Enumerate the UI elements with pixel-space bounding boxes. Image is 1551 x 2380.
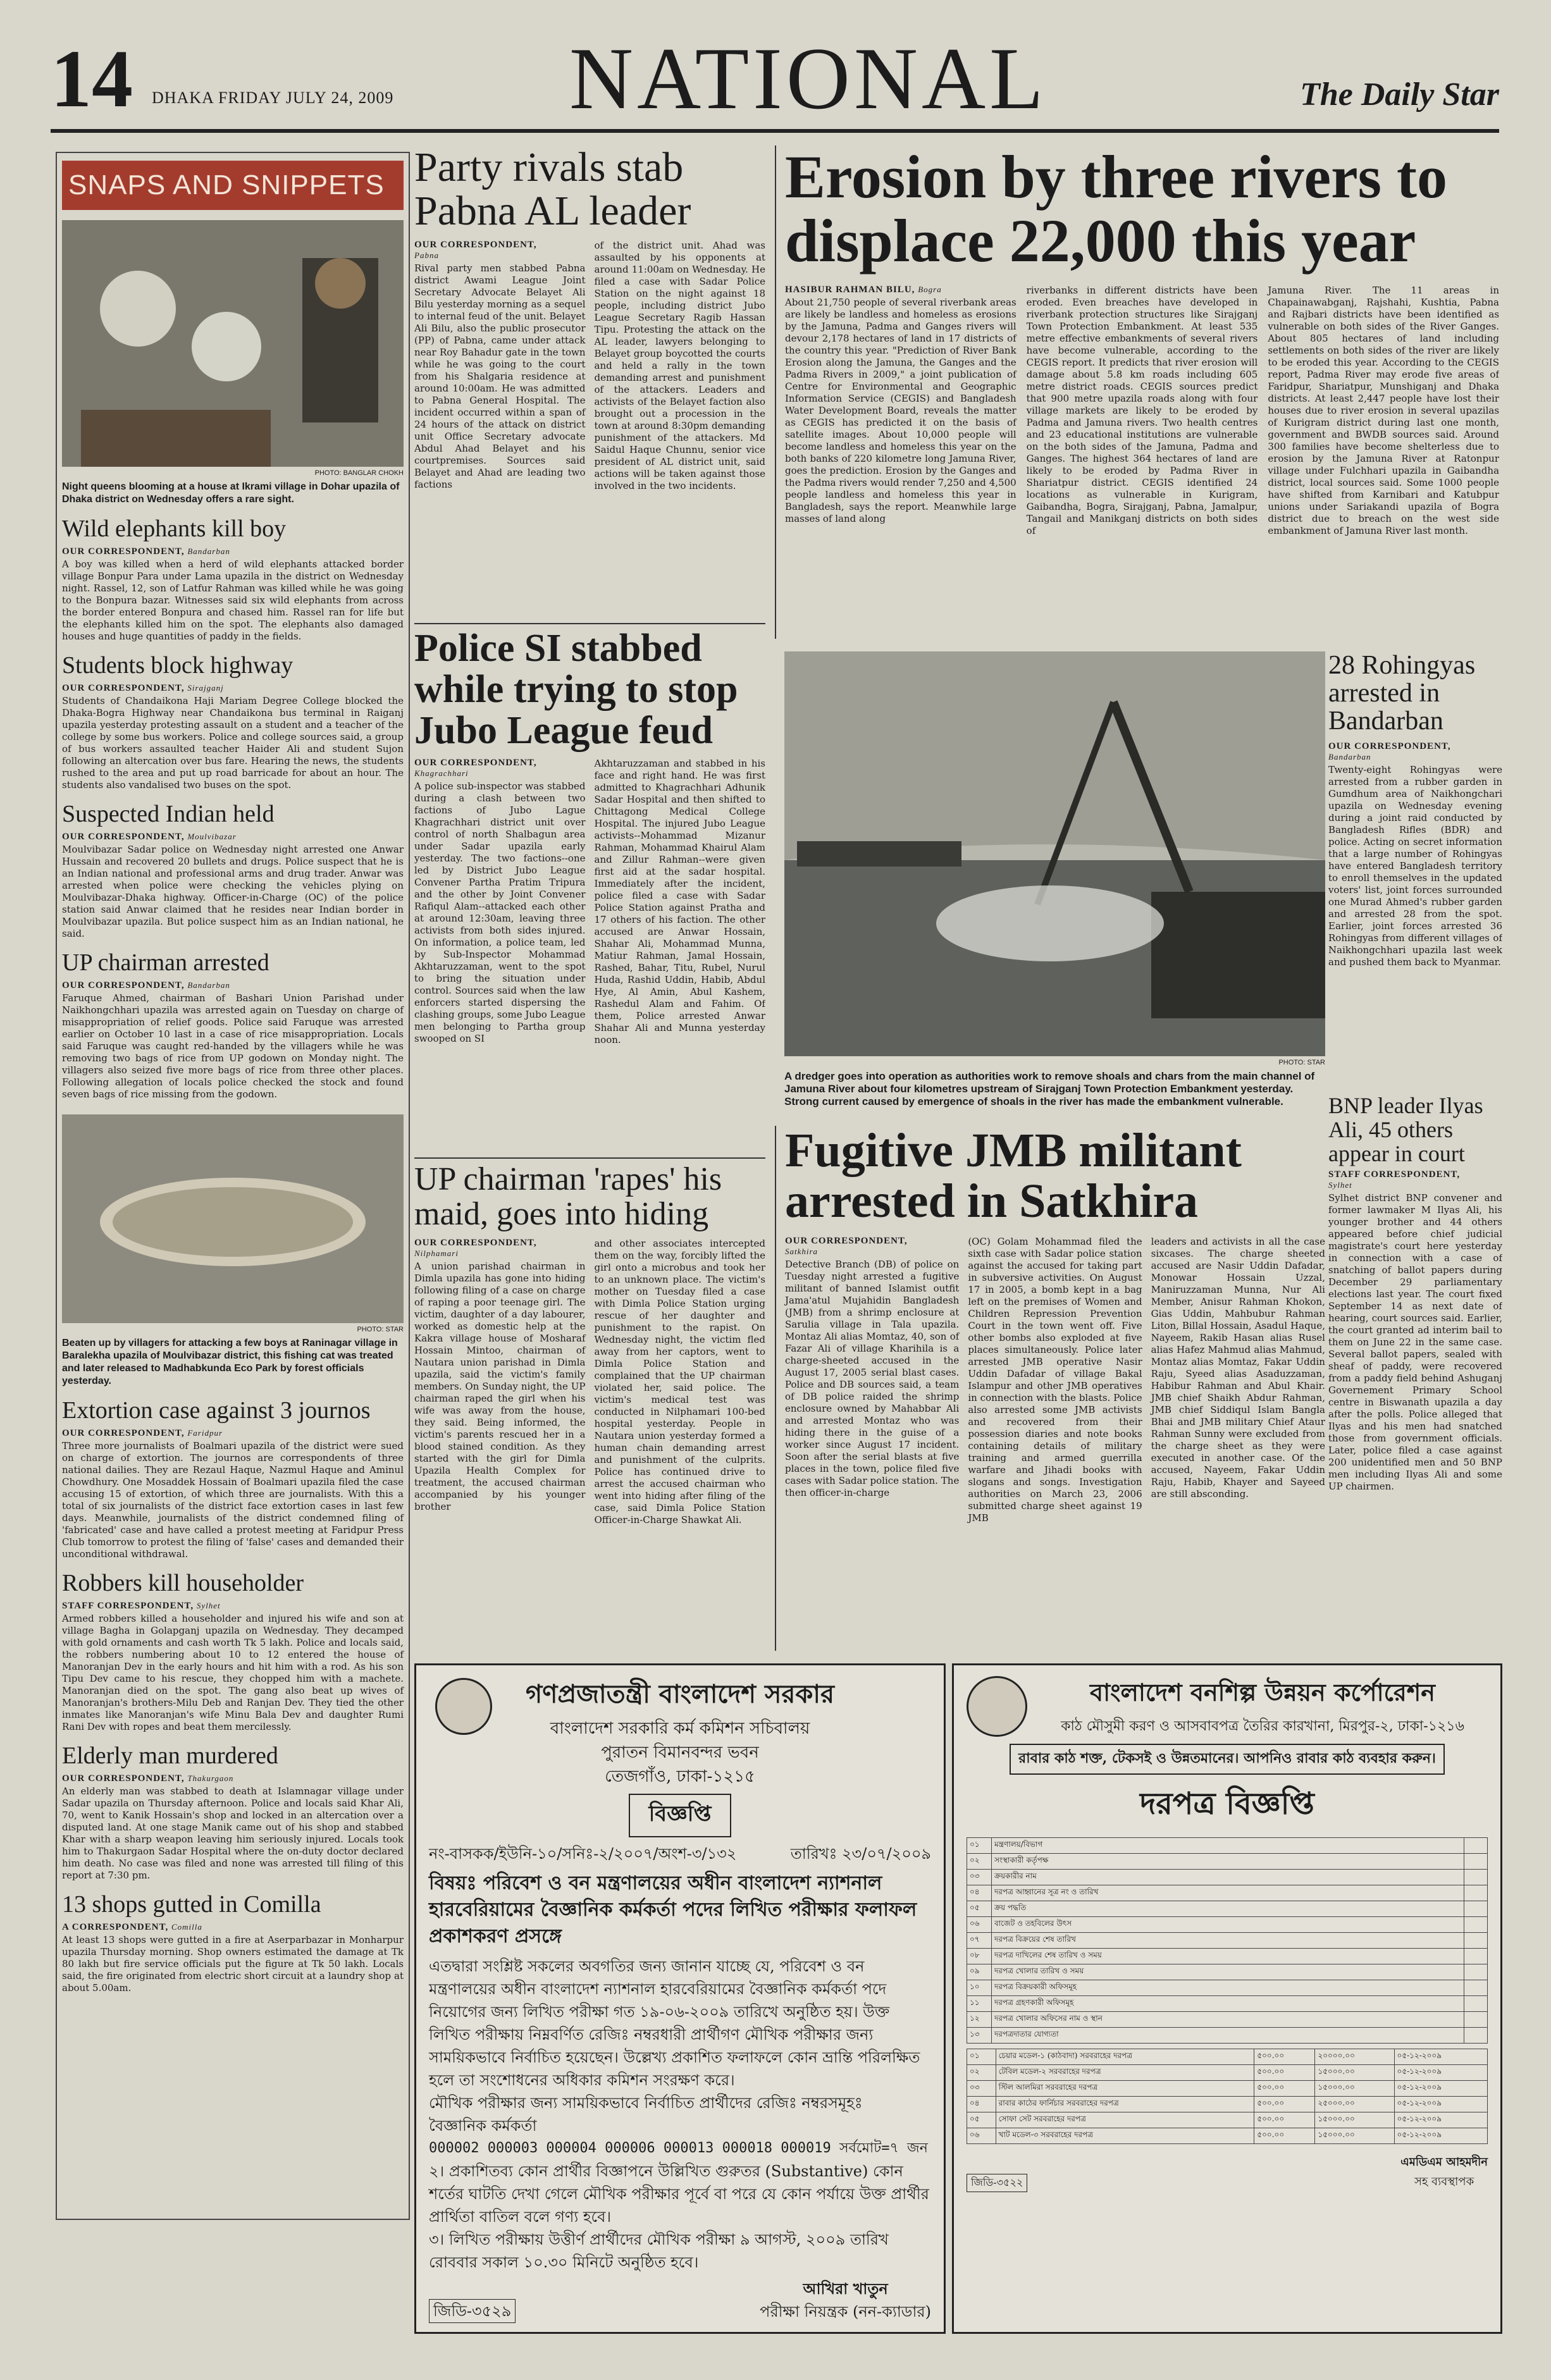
notice-subject: বিষয়ঃ পরিবেশ ও বন মন্ত্রণালয়ের অধীন বাংলাদেশ ন্যাশনাল হারবেরিয়ামের বৈজ্ঞানিক কর্মকর্তা পদের লিখিত পরীক্ষার ফলাফল প্রকাশকরণ প্রসঙ্গে — [429, 1872, 917, 1947]
psc-notice-advertisement — [414, 1663, 946, 2334]
article-body: About 21,750 people of several riverbank areas are likely be landless and homeless as erosions by the Jamuna, Padma and Ganges rivers will devour 2,178 hectares of land in 17 districts of the country this year. "Prediction of River Bank Erosion along the Jamuna, the Ganges and the Padma Rivers in 2009," a joint publication of Centre for Environmental and Geographic Information Service (CEGIS) and Bangladesh Water Development Board, reveals the matter as CEGIS has predicted it on the basis of satellite images. About 10,000 people will become landless and homeless this year on the both banks of 220 kilometre long Jamuna River, goes the prediction. Erosion by the Ganges and the Padma rivers would render 7,250 and 4,500 people landless and homeless this year in Bangladesh, says the report. Meanwhile large masses of land along — [785, 296, 1016, 524]
byline: OUR CORRESPONDENT, Khagrachhari — [414, 758, 537, 779]
section-title: NATIONAL — [569, 30, 1047, 128]
notice-title: দরপত্র বিজ্ঞপ্তি — [1140, 1786, 1314, 1822]
headline: BNP leader Ilyas Ali, 45 others appear in court — [1328, 1094, 1483, 1166]
notice-title: বিজ্ঞপ্তি — [629, 1794, 732, 1837]
signer-name: এমডিএম আহমদীন — [1400, 2155, 1488, 2169]
signer-title: পরীক্ষা নিয়ন্ত্রক (নন-ক্যাডার) — [760, 2303, 931, 2321]
snippet-body: A boy was killed when a herd of wild elephants attacked border village Bonpur Para under Lama upazila in the district on Wednesday night. Rassel, 12, son of Latfur Rahman was killed while he was going to the Bonpura bazar. Witnesses said six wild elephants from across the border entered Bonpura and chased him. Rassel ran for life but the elephants killed him on the spot. The elephants also damaged houses and huge quantities of paddy in the fields. — [62, 558, 404, 642]
headline: Party rivals stab Pabna AL leader — [414, 145, 691, 235]
table-row: ০৭ দরপত্র বিক্রয়ের শেষ তারিখ — [967, 1933, 1488, 1949]
ad-subheader: কাঠ মৌসুমী করণ ও আসবাবপত্র তৈরির কারখানা, মিরপুর-২, ঢাকা-১২১৬ — [1061, 1718, 1464, 1734]
headline: 28 Rohingyas arrested in Bandarban — [1328, 651, 1476, 736]
bfidc-tender-advertisement — [952, 1663, 1502, 2334]
article-body-col2: riverbanks in different districts have been eroded. Even breaches have developed in riverbank protection structures like Sirajganj Town Protection Embankment. At least 535 metre effective embankments of several rivers have become vulnerable, according to the CEGIS report. It predicts that river erosion will damage about 5.8 km roads including 605 metre district roads. CEGIS sources predict that 900 metre upazila roads along with four village markets are likely to be eroded by Padma and Jamuna rivers. Two health centres and 23 educational institutions are vulnerable on the both sides of the Jamuna, Padma and Ganges. The highest 364 hectares of land are likely to be eroded by Padma River in Shariatpur district. CEGIS identified 24 locations as vulnerable in Kurigram, Gaibandha, Bogra, Sirajganj, Pabna, Jamalpur, Tangail and Manikganj districts on both sides of — [1026, 284, 1258, 536]
snippet-body: Three more journalists of Boalmari upazila of the district were sued on charge of extortion. The journos are correspondents of three national dailies. They are Rezaul Haque, Nazmul Haque and Aminul Chowdhury. One Mosaddek Hossain of Boalmari upazila filed the case accusing 15 of extortion, of which three are journalists. With this a total of six journalists of the district face extortion cases in last few days. Meanwhile, journalists of the district condemned filing of 'fabricated' case and have called a protest meeting at Faridpur Press Club tomorrow to protest the filing of 'false' cases and demanded their unconditional withdrawal. — [62, 1440, 404, 1560]
byline: OUR CORRESPONDENT, Pabna — [414, 239, 537, 260]
snaps-and-snippets-column — [56, 152, 410, 2220]
fishing-cat-photo — [62, 1114, 404, 1323]
tender-info-table — [967, 1837, 1488, 2044]
byline: OUR CORRESPONDENT, Sirajganj — [62, 683, 224, 693]
ad-header: গণপ্রজাতন্ত্রী বাংলাদেশ সরকার — [526, 1679, 834, 1709]
photo-caption: Beaten up by villagers for attacking a few boys at Raninagar village in Baralekha upazila of Moulvibazar district, this fishing cat was treated and later released to Madhabkunda Eco Park by forest officials yesterday. — [62, 1338, 398, 1386]
table-row: ০৯ দরপত্র খোলার তারিখ ও সময় — [967, 1964, 1488, 1980]
table-row: ০১ চেয়ার মডেল-১ (কাঠবাদা) সরবরাহের দরপত্র ৫০০.০০ ২০০০০.০০ ০৫-১২-২০০৯ — [967, 2049, 1488, 2065]
headline: Erosion by three rivers to displace 22,000 this year — [785, 145, 1447, 274]
byline: OUR CORRESPONDENT, Bandarban — [1328, 741, 1451, 762]
photo-credit: PHOTO: BANGLAR CHOKH — [314, 469, 404, 477]
article-rohingya — [1328, 651, 1502, 1094]
table-row: ১৩ দরপত্রদাতার যোগ্যতা — [967, 2028, 1488, 2044]
byline: A CORRESPONDENT, Comilla — [62, 1922, 202, 1932]
snippet-body: Moulvibazar Sadar police on Wednesday night arrested one Anwar Hussain and recovered 20 bullets and drugs. Police suspect that he is an Indian national and professional arms and drug trader. Anwar was arrested when police were checking the vehicles plying on Moulvibazar-Dhaka highway. Officer-in-Charge (OC) of the police station said Anwar claimed that he resides near Indian border in Moulvibazar upazila. But police suspect him as an Indian national, he said. — [62, 844, 404, 939]
registration-numbers: 000002 000003 000004 000006 000013 000018 000019 সর্বমোট=৭ জন — [429, 2140, 928, 2156]
ad-address: পুরাতন বিমানবন্দর ভবন — [601, 1743, 759, 1762]
ad-code: জিডি-৩৫২২ — [967, 2174, 1027, 2192]
table-row: ০৮ দরপত্র দাখিলের শেষ তারিখ ও সময় — [967, 1949, 1488, 1964]
snippet-headline: UP chairman arrested — [62, 949, 269, 976]
dredger-photo — [784, 651, 1325, 1056]
byline: OUR CORRESPONDENT, Moulvibazar — [62, 832, 237, 842]
byline: OUR CORRESPONDENT, Bandarban — [62, 546, 230, 557]
article-jmb — [775, 1126, 1325, 1651]
photo-caption: A dredger goes into operation as authorities work to remove shoals and chars from the main channel of Jamuna River about four kilometres upstream of Sirajganj Town Protection Embankment yesterday. Strong current caused by emergence of shoals in the river has made the embankment vulnerable. — [784, 1070, 1315, 1107]
snippet-body: An elderly man was stabbed to death at Islamnagar village under Sadar upazila on Thursday afternoon. Police and locals said Khar Ali, 70, went to Kanik Hossain's shop and locked in an altercation over a disputed land. At one stage Manik came out of his shop and stabbed Khar with a sharp weapon leaving him seriously injured. Locals took him to Thakurgaon Sadar Hospital where the on-duty doctor declared him death. No case was filed and none was arrested till filing of this report at 7:30 pm. — [62, 1785, 404, 1881]
table-row: ০৩ ক্রয়কারীর নাম — [967, 1870, 1488, 1885]
snippet-body: At least 13 shops were gutted in a fire at Aserparbazar in Monharpur upazila Thursday morning. Shop owners estimated the damage at Tk 80 lakh but fire service officials put the figure at Tk 50 lakh. Locals said, the fire originated from electric short circuit at a laundry shop at about 5.00am. — [62, 1934, 404, 1994]
table-row: ১০ দরপত্র বিক্রয়কারী অফিসমূহ — [967, 1980, 1488, 1996]
notice-date: তারিখঃ ২৩/০৭/২০০৯ — [790, 1845, 931, 1863]
dateline: DHAKA FRIDAY JULY 24, 2009 — [152, 89, 394, 107]
snippet-headline: Students block highway — [62, 652, 294, 679]
article-police — [414, 623, 765, 1154]
article-body-col3: leaders and activists in all the case sixcases. The charge sheeted accused are Nasir Uddin Dafadar, Monowar Hossain Uzzal, Maniruzzaman Munna, Nur Ali Member, Anisur Rahman Khokon, Gias Uddin, Mahbubur Rahman Liton, Billal Hossain, Asadul Haque, Nayeem, Rakib Hasan alias Rusel alias Hafez Mahmud alias Mahmud, Montaz alias Momtaz, Fakar Uddin Raju, Syeed alias Asaduzzaman, Habibur Rahman and Abul Khair. JMB chief Shaikh Abdur Rahman, JMB chief Siddiqul Islam Bangla Bhai and JMB military Chief Ataur Rahman Sunny were excluded from the charge sheet as they were executed in another case. Of the accused, Nayeem, Fakar Uddin Raju, Habib, Khayer and Sayeed are still absconding. — [1151, 1235, 1325, 1500]
headline: UP chairman 'rapes' his maid, goes into hiding — [414, 1161, 722, 1232]
article-body-col2: and other associates intercepted them on the way, forcibly lifted the girl onto a microbus and took her to an unknown place. The victim's mother on Tuesday filed a case with Dimla Police Station urging rescue of her daughter and punishment to the rapist. On Wednesday night, the victim fled away from her captors, went to Dimla Police Station and complained that the UP chairman violated her, said police. The victim's medical test was conducted in Nilphamari 100-bed hospital yesterday. People in Nautara union yesterday formed a human chain demanding arrest and punishment of the culprits. Police has continued drive to arrest the accused chairman who went into hiding after filing of the case, said Dimla Police Station Officer-in-Charge Shawkat Ali. — [594, 1238, 765, 1526]
table-row: ১১ দরপত্র গ্রহণকারী অফিসমূহ — [967, 1996, 1488, 2012]
post-name: বৈজ্ঞানিক কর্মকর্তা — [429, 2117, 537, 2135]
headline: Police SI stabbed while trying to stop Jubo League feud — [414, 627, 738, 753]
byline: OUR CORRESPONDENT, Nilphamari — [414, 1238, 537, 1259]
article-body: Rival party men stabbed Pabna district Awami League Joint Secretary Advocate Belayet Ali Bilu yesterday morning as a sequel to internal feud of the unit. Belayet Ali Bilu, also the public prosecutor (PP) of Pabna, came under attack near Roy Bahadur gate in the town while he was going to the court from his Shalgaria residence at around 10:00am. He was admitted to Pabna General Hospital. The incident occurred within a span of 24 hours of the attack on district unit Office Secretary advocate Abdul Ahad Belayet and his courtpremises. Sources said Belayet and Ahad are leading two factions — [414, 262, 586, 490]
ad-code: জিডি-৩৫২৯ — [429, 2299, 516, 2323]
byline: STAFF CORRESPONDENT, Sylhet — [1328, 1169, 1461, 1190]
table-row: ০৫ ক্রয় পদ্ধতি — [967, 1901, 1488, 1917]
snippet-headline: Wild elephants kill boy — [62, 515, 287, 542]
article-body-col2: (OC) Golam Mohammad filed the sixth case with Sadar police station against the accused for taking part in subversive activities. On August 17 in 2005, a bomb kept in a bag left on the premises of Women and Children Repression Prevention Court in the town went off. Five other bombs also exploded at five places simultaneously. Police later arrested JMB operative Nasir Uddin Dafadar of village Bakal Islampur and other JMB operatives in connection with the blasts. Police also arrested some JMB activists and recovered from their possession diaries and note books containing details of military training and armed guerrilla warfare and Jihadi books with slogans and songs. Investigation authorities on March 23, 2006 submitted charge sheet against 19 JMB — [968, 1235, 1142, 1524]
table-row: ০৪ দরপত্র আহ্বানের সূত্র নং ও তারিখ — [967, 1885, 1488, 1901]
snippet — [62, 1742, 404, 1882]
government-seal-icon — [435, 1678, 492, 1735]
snippet-headline: Extortion case against 3 journos — [62, 1397, 371, 1424]
table-row: ০৪ রাবার কাঠের ফার্নিচার সরবরাহের দরপত্র ৫০০.০০ ২৫০০০.০০ ০৫-১২-২০০৯ — [967, 2097, 1488, 2112]
table-row: ০২ সংস্থাকারী কর্তৃপক্ষ — [967, 1854, 1488, 1870]
table-row: ০১ মন্ত্রণালয়/বিভাগ — [967, 1838, 1488, 1854]
article-body: Twenty-eight Rohingyas were arrested from a rubber garden in Gumdhum area of Naikhongchari upazila on Wednesday evening during a joint raid conducted by Bangladesh Rifles (BDR) and police. Acting on secret information that a large number of Rohingyas have entered Bangladesh territory to enroll themselves in the updated voters' list, joint forces surrounded one Murad Ahmed's rubber garden and arrested 28 from the spot. Earlier, joint forces arrested 36 Rohingyas from different villages of Naikhongchhari upazila last week and pushed them back to Myanmar. — [1328, 764, 1502, 968]
cat-photo-icon — [62, 1114, 404, 1323]
notice-clause-3: ৩। লিখিত পরীক্ষায় উত্তীর্ণ প্রার্থীদের মৌখিক পরীক্ষা ৯ আগস্ট, ২০০৯ তারিখ রোববার সকাল ১০.৩০ মিনিটে অনুষ্ঠিত হবে। — [429, 2231, 889, 2271]
byline: STAFF CORRESPONDENT, Sylhet — [62, 1601, 221, 1611]
ad-slogan: রাবার কাঠ শক্ত, টেকসই ও উন্নতমানের। আপনিও রাবার কাঠ ব্যবহার করুন। — [1010, 1744, 1445, 1775]
byline: OUR CORRESPONDENT, Bandarban — [62, 980, 230, 990]
table-row: ০৩ স্টিল আলমিরা সরবরাহের দরপত্র ৫০০.০০ ১৫০০০.০০ ০৫-১২-২০০৯ — [967, 2081, 1488, 2097]
snippet-headline: Robbers kill householder — [62, 1570, 304, 1596]
snippet — [62, 949, 404, 1101]
ad-header: বাংলাদেশ বনশিল্প উন্নয়ন কর্পোরেশন — [1090, 1678, 1435, 1706]
table-row: ০২ টেবিল মডেল-২ সরবরাহের দরপত্র ৫০০.০০ ১৫০০০.০০ ০৫-১২-২০০৯ — [967, 2065, 1488, 2081]
table-row: ০৬ বাজেট ও তহবিলের উৎস — [967, 1917, 1488, 1933]
reference-number: নং-বাসকক/ইউনি-১০/সনিঃ-২/২০০৭/অংশ-৩/১৩২ — [429, 1845, 737, 1863]
snippet — [62, 515, 404, 643]
corporation-logo-icon — [967, 1676, 1027, 1737]
dredger-photo-block — [784, 651, 1325, 1119]
snippet-headline: Suspected Indian held — [62, 801, 275, 827]
byline: HASIBUR RAHMAN BILU, Bogra — [785, 284, 942, 295]
snippet-body: Faruque Ahmed, chairman of Bashari Union Parishad under Naikhongchhari upazila was arrested again on Tuesday on charge of misappropriation of relief goods. Police said Faruque was arrested earlier on October 10 last in a case of rice misappropriation. Locals said Faruque was caught red-handed by the villagers while he was removing two bags of rice from UP godown on Monday night. The villagers also seized five more bags of rice from three other places. Following allegation of locals police checked the stock and found seven bags of rice missing from the godown. — [62, 992, 404, 1100]
snippet-headline: Elderly man murdered — [62, 1742, 278, 1769]
snippet-body: Students of Chandaikona Haji Mariam Degree College blocked the Dhaka-Bogra Highway near Chandaikona bus terminal in Raiganj upazila yesterday protesting assault on a student and a teacher of the college by some bus workers. Police and college sources said, a group of bus workers assaulted teacher Haider Ali and student Sujon following an altercation over bus fare. Hearing the news, the students rushed to the area and put up road barricade for about an hour. The students also vandalised two buses on the spot. — [62, 695, 404, 791]
page-number: 14 — [51, 34, 133, 125]
photo-credit: PHOTO: STAR — [357, 1326, 404, 1333]
newspaper-logo: The Daily Star — [1300, 77, 1499, 113]
notice-body: এতদ্বারা সংশ্লিষ্ট সকলের অবগতির জন্য জানান যাচ্ছে যে, পরিবেশ ও বন মন্ত্রণালয়ের অধীন বাংলাদেশ ন্যাশনাল হারবেরিয়ামের বৈজ্ঞানিক কর্মকর্তা পদে নিয়োগের জন্য লিখিত পরীক্ষা গত ১৯-০৬-২০০৯ তারিখে অনুষ্ঠিত হয়। উক্ত লিখিত পরীক্ষায় নিম্নবর্ণিত রেজিঃ নম্বরধারী প্রার্থীগণ মৌখিক পরীক্ষার জন্য সাময়িকভাবে নির্বাচিত হয়েছেন। উল্লেখ্য প্রকাশিত ফলাফলে কোন ভ্রান্তি পরিলক্ষিত হলে তা সংশোধনের অধিকার কমিশন সংরক্ষণ করে। — [429, 1958, 920, 2089]
snippet — [62, 1890, 404, 1994]
snippet — [62, 651, 404, 791]
signer-title: সহ ব্যবস্থাপক — [1414, 2175, 1474, 2188]
photo-caption: Night queens blooming at a house at Ikrami village in Dohar upazila of Dhaka district on Wednesday offers a rare sight. — [62, 481, 400, 505]
article-body-col3: Jamuna River. The 11 areas in Chapainawabganj, Rajshahi, Kushtia, Pabna and Rajbari districts have been identified as vulnerable on both sides of the River Ganges. About 805 hectares of land including settlements on both sides of the river are likely to be eroded this year. According to the CEGIS report, Padma River may erode five areas of Faridpur, Shariatpur, Munshiganj and Dhaka districts. At least 2,447 people have lost their houses due to river erosion in several upazilas of Kurigram district during last one month, government and BWDB sources said. Around 300 families have become shelterless due to erosion by the Jamuna River at Ratonpur village under Fulchhari upazila in Gaibandha district, local sources said. Some 1000 people have shifted from Karnibari and Katubpur unions under Sariakandi upazila of Bogra district due to breach on the west side embankment of Jamuna River last month. — [1268, 284, 1499, 536]
snippet — [62, 1569, 404, 1733]
article-pabna — [414, 145, 765, 626]
table-row: ০৬ খাট মডেল-৩ সরবরাহের দরপত্র ৫০০.০০ ১৫০০০.০০ ০৫-১২-২০০৯ — [967, 2128, 1488, 2144]
byline: OUR CORRESPONDENT, Thakurgaon — [62, 1773, 234, 1784]
article-up-chairman — [414, 1157, 765, 1651]
table-row: ০৫ সোফা সেট সরবরাহের দরপত্র ৫০০.০০ ১৫০০০.০০ ০৫-১২-২০০৯ — [967, 2112, 1488, 2128]
ad-address-city: তেজগাঁও, ঢাকা-১২১৫ — [605, 1767, 755, 1786]
article-body: Detective Branch (DB) of police on Tuesday night arrested a fugitive militant of banned Islamist outfit Jama'atul Mujahidin Bangladesh (JMB) from a shrimp enclosure at Sarulia village in Tala upazila. Montaz Ali alias Momtaz, 40, son of Fazar Ali of village Kharihila is a charge-sheeted accused in the August 17, 2005 serial blast cases. Police and DB sources said, a team of DB police raided the shrimp enclosure owned by Mahabbar Ali and arrested Montaz who was hiding there in the guise of a worker since August 17 incident. Soon after the serial blasts at five places in the town, police filed five cases with Sadar police station. The then officer-in-charge — [785, 1258, 960, 1498]
headline: Fugitive JMB militant arrested in Satkhira — [785, 1126, 1242, 1228]
article-body: A union parishad chairman in Dimla upazila has gone into hiding following filing of a case on charge of raping a poor teenage girl. The victim, daughter of a day labourer, worked as domestic help at the Kakra village house of Mosharaf Hossain Mintoo, chairman of Nautara union parishad in Dimla upazila, said the victim's family members. On Sunday night, the UP chairman raped the girl when his wife was away from the house, they said. Being informed, the victim's parents rescued her in a blood stained condition. As they started with the girl for Dimla Upazila Health Complex for treatment, the accused chairman accompanied by his younger brother — [414, 1261, 586, 1513]
masthead — [51, 32, 1499, 133]
article-bnp — [1328, 1094, 1502, 1651]
tender-items-table — [967, 2049, 1488, 2144]
article-body-col2: of the district unit. Ahad was assaulted by his opponents at around 11:00am on Wednesday. He filed a case with Sadar Police Station on the night against 18 people, including district Jubo League Secretary Ragib Hassan Tipu. Protesting the attack on the AL leader, lawyers belonging to Belayet group boycotted the courts and held a rally in the town demanding arrest and punishment of the attackers. Leaders and activists of the Belayet faction also brought out a procession in the town at around 8:30pm demanding punishment of the attackers. Md Saidul Haque Chunnu, senior vice president of AL district unit, said actions will be taken against those involved in the two incidents. — [594, 239, 765, 491]
snaps-banner: SNAPS AND SNIPPETS — [62, 161, 404, 210]
article-body: Sylhet district BNP convener and former lawmaker M Ilyas Ali, his younger brother and 44 others appeared before chief judicial magistrate's court here yesterday in connection with a case of snatching of ballot papers during December 29 parliamentary elections last year. The court fixed September 14 as next date of hearing, court sources said. Earlier, the court granted ad interim bail to them on June 22 in the same case. Several ballot papers, sealed with sheaf of paddy, were recovered from a paddy field behind Ashuganj Governement Primary School centre in Biswanath upazila a day after the polls. Police alleged that Ilyas and his men had snatched those from government officials. Later, police filed a case against 200 unidentified men and 50 BNP men including Ilyas Ali and some UP chairmen. — [1328, 1192, 1502, 1493]
snippet-body: Armed robbers killed a householder and injured his wife and son at village Bagha in Golapganj upazila on Wednesday. They decamped with gold ornaments and cash worth Tk 5 lakh. Police and locals said, the robbers numbering about 10 to 12 entered the house of Manoranjan Dev in the early hours and hit him with a rod. As his son Tipu Dev came to his rescue, they chopped him with a machete. Manoranjan died on the spot. The gang also beat up wives of Manoranjan's brothers-Milu Deb and Ranjan Dev. They tied the other inmates like Manoranjan's wife Minu Bala Dev and daughter Rumi Rani Dev with ropes and beat them mercilessly. — [62, 1613, 404, 1732]
byline: OUR CORRESPONDENT, Faridpur — [62, 1428, 223, 1438]
snippet — [62, 1397, 404, 1560]
snippet-headline: 13 shops gutted in Comilla — [62, 1891, 321, 1918]
photo-credit: PHOTO: STAR — [1278, 1059, 1325, 1066]
article-body-col2: Akhtaruzzaman and stabbed in his face and right hand. He was first admitted to Khagrachhari Adhunik Sadar Hospital and then shifted to Chittagong Medical College Hospital. The injured Jubo League activists--Mohammad Mizanur Rahman, Mohammad Khairul Alam and Zillur Rahman--were given first aid at the sadar hospital. Immediately after the incident, police filed a case with Sadar Police Station against Pratha and 17 others of his faction. The other accused are Anwar Hossain, Shahar Ali, Mohammad Munna, Matiur Rahman, Jamal Hossain, Rashed, Bahar, Titu, Rubel, Nurul Huda, Rashid Uddin, Habib, Abdul Hye, Al Amin, Abul Kashem, Rashedul Alam and Fahim. Of them, Police arrested Anwar Shahar Ali and Munna yesterday noon. — [594, 758, 765, 1046]
notice-clause-2: ২। প্রকাশিতব্য কোন প্রার্থীর বিজ্ঞাপনে উল্লিখিত গুরুতর (Substantive) কোন শর্তের ঘাটতি দেখা গেলে মৌখিক পরীক্ষার পূর্বে বা পরে যে কোন পর্যায়ে উক্ত প্রার্থীর প্রার্থিতা বাতিল বলে গণ্য হবে। — [429, 2162, 929, 2226]
signer-name: আখিরা খাতুন — [803, 2279, 888, 2298]
night-queen-photo — [62, 220, 404, 467]
snippet — [62, 800, 404, 940]
ad-subheader: বাংলাদেশ সরকারি কর্ম কমিশন সচিবালয় — [550, 1719, 810, 1738]
article-erosion — [775, 145, 1499, 639]
notice-subhead: মৌখিক পরীক্ষার জন্য সাময়িকভাবে নির্বাচিত প্রার্থীদের রেজিঃ নম্বরসমূহঃ — [429, 2094, 863, 2112]
byline: OUR CORRESPONDENT, Satkhira — [785, 1235, 908, 1256]
article-body: A police sub-inspector was stabbed during a clash between two factions of Jubo Lague Khagrachhari district unit over control of north Shalbagun area under Sadar upazila early yesterday. The two factions--one led by District Jubo League Convener Partha Pratim Tripura and the other by Joint Convener Rafiqul Alam--attacked each other at around 12:30am, leaving three activists from both sides injured. On information, a police team, led by Sub-Inspector Mohammad Akhtaruzzaman, went to the spot to bring the situation under control. Sources said when the law enforcers started dispersing the clashing groups, some Jubo League men belonging to Partha group swooped on SI — [414, 780, 586, 1045]
table-row: ১২ দরপত্র খোলার অফিসের নাম ও স্থান — [967, 2012, 1488, 2028]
dredger-icon — [784, 651, 1325, 1056]
flower-photo-icon — [62, 220, 404, 467]
